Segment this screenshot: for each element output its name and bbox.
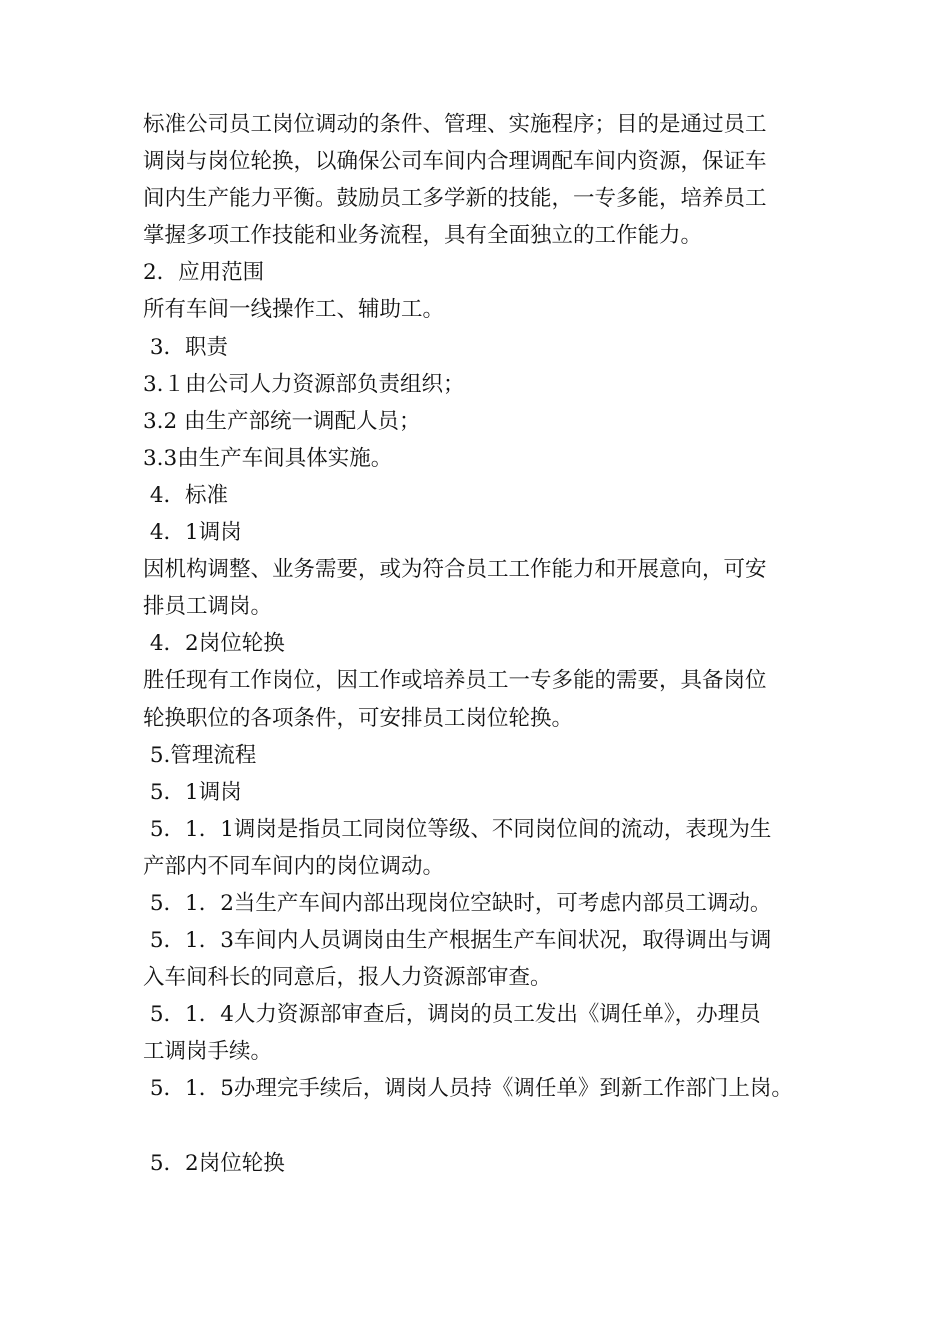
text-line: 入车间科长的同意后，报人力资源部审查。 bbox=[143, 965, 552, 991]
list-item: 5．1．1调岗是指员工同岗位等级、不同岗位间的流动，表现为生 bbox=[143, 816, 772, 842]
text-line: 排员工调岗。 bbox=[143, 594, 273, 620]
subsection-heading: 5．1调岗 bbox=[143, 779, 242, 805]
text-line: 胜任现有工作岗位，因工作或培养员工一专多能的需要，具备岗位 bbox=[143, 668, 767, 694]
text-line: 掌握多项工作技能和业务流程，具有全面独立的工作能力。 bbox=[143, 223, 703, 249]
text-line: 因机构调整、业务需要，或为符合员工工作能力和开展意向，可安 bbox=[143, 557, 767, 583]
text-line: 调岗与岗位轮换，以确保公司车间内合理调配车间内资源，保证车 bbox=[143, 149, 767, 175]
section-heading: 5.管理流程 bbox=[143, 742, 257, 768]
section-heading: 4．标准 bbox=[143, 482, 229, 508]
list-item: 3.3由生产车间具体实施。 bbox=[143, 445, 393, 471]
blank-line bbox=[143, 1108, 923, 1145]
subsection-heading: 5．2岗位轮换 bbox=[143, 1150, 285, 1176]
subsection-heading: 4．1调岗 bbox=[143, 520, 242, 546]
list-item: 3.１由公司人力资源部负责组织； bbox=[143, 371, 465, 397]
list-item: 3.2 由生产部统一调配人员； bbox=[143, 408, 421, 434]
section-heading: 3．职责 bbox=[143, 334, 229, 360]
document-body bbox=[143, 106, 923, 1182]
text-line: 标准公司员工岗位调动的条件、管理、实施程序；目的是通过员工 bbox=[143, 112, 767, 137]
list-item: 5．1．2当生产车间内部出现岗位空缺时，可考虑内部员工调动。 bbox=[143, 890, 772, 916]
text-line: 工调岗手续。 bbox=[143, 1039, 273, 1065]
list-item: 5．1．4人力资源部审查后，调岗的员工发出《调任单》，办理员 bbox=[143, 1002, 761, 1028]
text-line: 间内生产能力平衡。鼓励员工多学新的技能，一专多能，培养员工 bbox=[143, 186, 767, 212]
text-line: 所有车间一线操作工、辅助工。 bbox=[143, 297, 445, 323]
text-line: 轮换职位的各项条件，可安排员工岗位轮换。 bbox=[143, 705, 574, 731]
subsection-heading: 4．2岗位轮换 bbox=[143, 631, 285, 657]
list-item: 5．1．3车间内人员调岗由生产根据生产车间状况，取得调出与调 bbox=[143, 928, 772, 954]
text-line: 产部内不同车间内的岗位调动。 bbox=[143, 853, 445, 879]
list-item: 5．1．5办理完手续后，调岗人员持《调任单》到新工作部门上岗。 bbox=[143, 1076, 793, 1102]
section-heading: 2．应用范围 bbox=[143, 260, 265, 286]
